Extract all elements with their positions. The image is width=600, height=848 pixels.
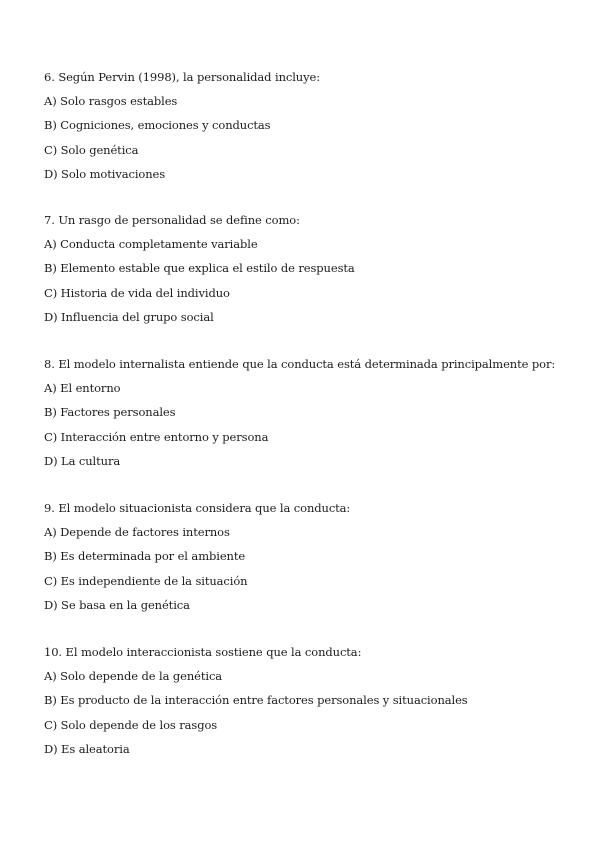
question-prompt: 10. El modelo interaccionista sostiene que la conducta: [44, 645, 362, 659]
question-prompt: 9. El modelo situacionista considera que la conducta: [44, 501, 351, 515]
answer-option-b: B) Es determinada por el ambiente [44, 549, 246, 564]
answer-option-a: A) Depende de factores internos [44, 525, 230, 540]
question-8 [44, 357, 584, 478]
question-6 [44, 70, 584, 191]
question-prompt: 8. El modelo internalista entiende que la conducta está determinada principalmente por: [44, 357, 556, 371]
answer-option-d: D) Es aleatoria [44, 741, 130, 756]
answer-option-b: B) Factores personales [44, 405, 176, 420]
answer-option-c: C) Es independiente de la situación [44, 573, 248, 588]
answer-option-b: B) Cogniciones, emociones y conductas [44, 118, 271, 133]
answer-option-c: C) Interacción entre entorno y persona [44, 429, 269, 444]
answer-option-b: B) Es producto de la interacción entre factores personales y situacionales [44, 693, 468, 708]
answer-option-a: A) Solo depende de la genética [44, 669, 223, 684]
question-prompt: 7. Un rasgo de personalidad se define como: [44, 213, 300, 227]
answer-option-c: C) Historia de vida del individuo [44, 285, 230, 300]
answer-option-c: C) Solo genética [44, 142, 139, 157]
answer-option-d: D) Influencia del grupo social [44, 309, 214, 324]
question-7 [44, 213, 584, 334]
question-10 [44, 645, 584, 766]
answer-option-c: C) Solo depende de los rasgos [44, 717, 218, 732]
question-prompt: 6. Según Pervin (1998), la personalidad incluye: [44, 70, 320, 84]
answer-option-b: B) Elemento estable que explica el estilo de respuesta [44, 261, 355, 276]
answer-option-d: D) La cultura [44, 453, 121, 468]
answer-option-a: A) Conducta completamente variable [44, 237, 258, 252]
question-9 [44, 501, 584, 622]
answer-option-a: A) Solo rasgos estables [44, 94, 178, 109]
answer-option-d: D) Se basa en la genética [44, 597, 190, 612]
answer-option-d: D) Solo motivaciones [44, 166, 166, 181]
answer-option-a: A) El entorno [44, 381, 121, 396]
